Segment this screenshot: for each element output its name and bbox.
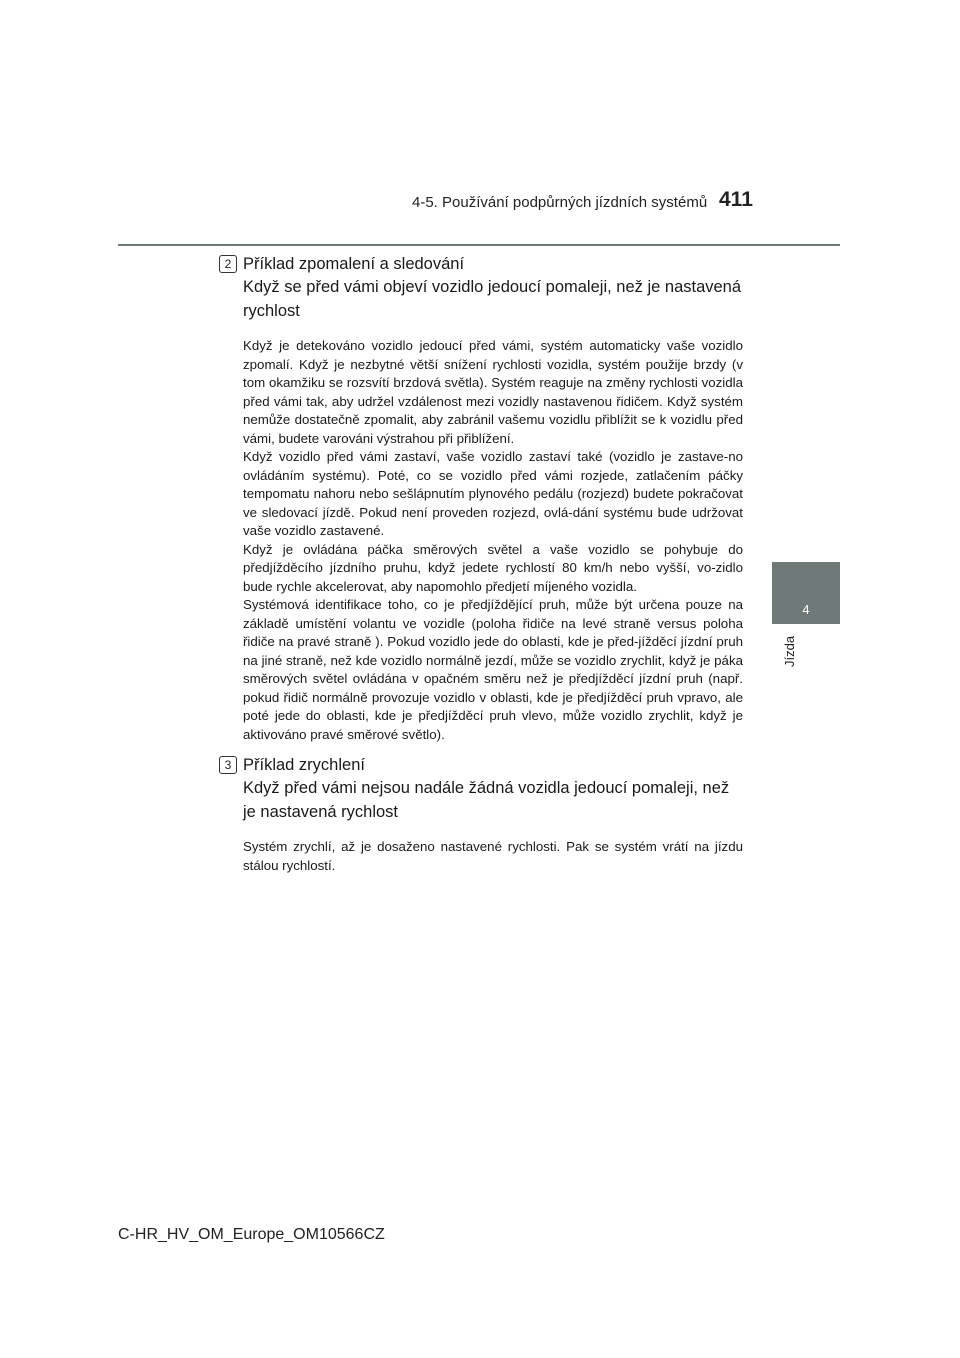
step-title: Příklad zrychlení [243,756,365,774]
body-paragraph: Když je detekováno vozidlo jedoucí před vámi, systém automaticky vaše vozidlo zpomalí. Když je nezbytné větší snížení rychlosti vozidla, systém použije brzdy (v tom okamžiku se rozsvítí brzdová světla). Systém reaguje na změny rychlosti vozidla před vámi tak, aby udržel vzdálenost mezi vozidly nastavenou řidičem. Když systém nemůže dostatečně zpomalit, aby zabránil vašemu vozidlu přiblížit se k vozidlu před vámi, budete varováni výstrahou při přiblížení. [243,338,743,446]
step-title: Příklad zpomalení a sledování [243,255,465,273]
chapter-tab [772,562,840,624]
chapter-number: 4 [802,601,810,617]
step-acceleration [219,754,743,875]
body-paragraph: Když je ovládána páčka směrových světel a vaše vozidlo se pohybuje do předjížděcího jízdního pruhu, když jedete rychlostí 80 km/h nebo vyšší, vo-zidlo bude rychle akcelerovat, aby napomohlo předjetí míjeného vozidla. [243,541,743,594]
document-id: C-HR_HV_OM_Europe_OM10566CZ [118,1226,385,1243]
chapter-label: Jízda [782,636,797,668]
step-body [243,838,743,875]
body-paragraph: Systém zrychlí, až je dosaženo nastavené rychlosti. Pak se systém vrátí na jízdu stálou rychlostí. [243,839,743,873]
step-number-badge: 2 [219,255,237,273]
step-deceleration [219,253,743,744]
step-body [243,337,743,744]
page-number: 411 [719,188,753,211]
header-divider [118,244,840,246]
step-number-badge: 3 [219,756,237,774]
step-heading: Když před vámi nejsou nadále žádná vozidla jedoucí pomaleji, než je nastavená rychlost [243,779,730,821]
step-heading: Když se před vámi objeví vozidlo jedoucí pomaleji, než je nastavená rychlost [243,278,742,320]
body-paragraph: Systémová identifikace toho, co je předjíždějící pruh, může být určena pouze na základě umístění volantu ve vozidle (poloha řidiče na levé straně versus poloha řidiče na pravé straně ). Pokud vozidlo jede do oblasti, kde je před-jížděcí jízdní pruh na jiné straně, než kde vozidlo normálně jezdí, může se vozidlo zrychlit, když je páka směrových světel ovládána v opačném směru než je předjížděcí jízdní pruh (např. pokud řidič normálně provozuje vozidlo v oblasti, kde je předjížděcí pruh vpravo, ale poté jede do oblasti, kde je předjížděcí pruh vlevo, může vozidlo zrychlit, když je aktivováno pravé směrové světlo). [243,597,743,742]
body-paragraph: Když vozidlo před vámi zastaví, vaše vozidlo zastaví také (vozidlo je zastave-no ovládáním systému). Poté, co se vozidlo před vámi rozjede, zatlačením páčky tempomatu nahoru nebo sešlápnutím plynového pedálu (rozjezd) budete pokračovat ve sledovací jízdě. Pokud není proveden rozjezd, ovlá-dání systému bude udržovat vaše vozidlo zastavené. [243,449,743,538]
section-title: 4-5. Používání podpůrných jízdních systémů [412,194,708,211]
